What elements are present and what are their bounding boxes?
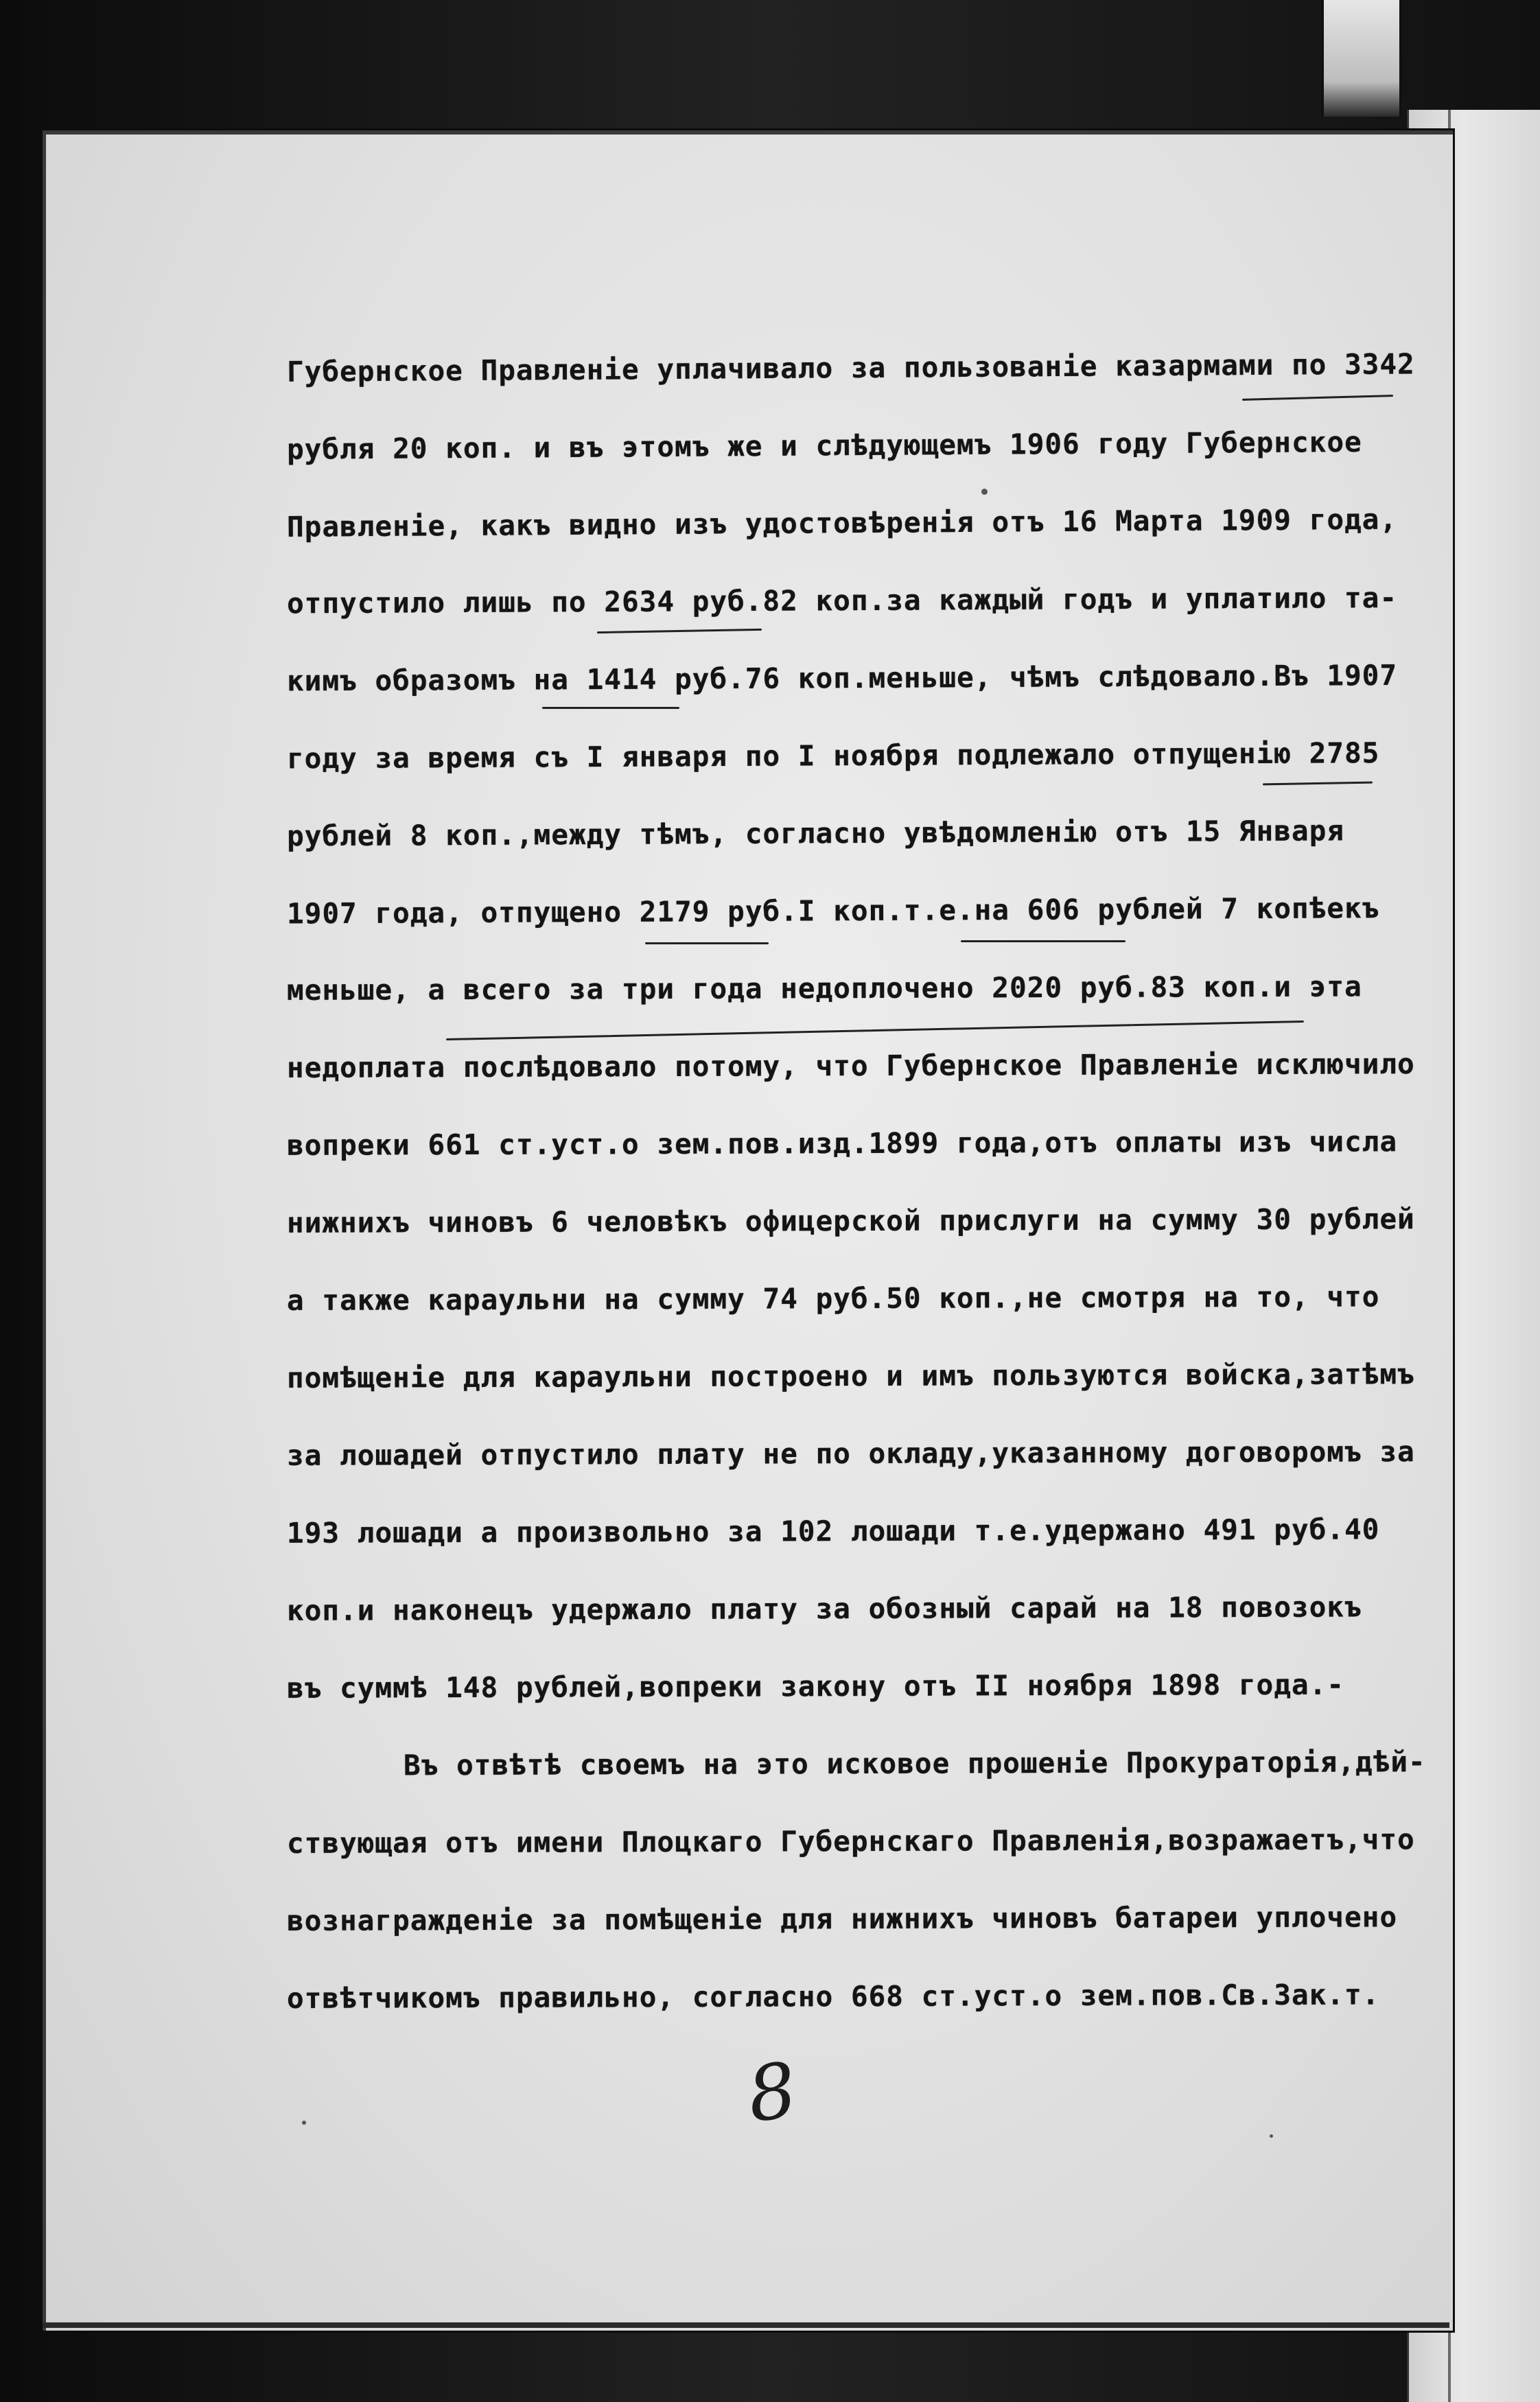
handwritten-underline — [645, 942, 769, 944]
typewritten-text — [287, 329, 1440, 2036]
handwritten-underline — [961, 940, 1125, 942]
text-line: рублей 8 коп.,между тѣмъ, согласно увѣдомленію отъ 15 Января — [286, 814, 1345, 853]
ink-speck — [981, 489, 988, 495]
ink-speck — [1270, 2134, 1273, 2138]
sheet-bottom-edge — [43, 2322, 1449, 2328]
ink-speck — [302, 2121, 306, 2125]
text-line: вознагражденіе за помѣщеніе для нижнихъ чиновъ батареи уплочено — [286, 1900, 1398, 1937]
text-line: меньше, а всего за три года недоплочено 2020 руб.83 коп.и эта — [286, 970, 1362, 1007]
text-line: за лошадей отпустило плату не по окладу,указанному договоромъ за — [286, 1435, 1415, 1472]
binder-clip — [1321, 0, 1402, 117]
text-line: году за время съ I января по I ноября подлежало отпущенію 2785 — [286, 736, 1380, 776]
handwritten-page-number: 8 — [742, 2045, 802, 2140]
text-line: Губернское Правленіе уплачивало за пользованіе казармами по 3342 — [286, 347, 1415, 388]
text-line: а также караульни на сумму 74 руб.50 коп.,не смотря на то, что — [286, 1280, 1380, 1317]
text-line: въ суммѣ 148 рублей,вопреки закону отъ II ноября 1898 года.- — [286, 1668, 1345, 1705]
text-line: вопреки 661 ст.уст.о зем.пов.изд.1899 года,отъ оплаты изъ числа — [286, 1125, 1398, 1162]
text-line: кимъ образомъ на 1414 руб.76 коп.меньше, чѣмъ слѣдовало.Въ 1907 — [286, 658, 1398, 698]
text-line: отпустило лишь по 2634 руб.82 коп.за каждый годъ и уплатило та- — [286, 581, 1398, 620]
text-line: недоплата послѣдовало потому, что Губернское Правленіе исключило — [286, 1047, 1415, 1084]
text-line: ствующая отъ имени Плоцкаго Губернскаго Правленія,возражаетъ,что — [286, 1823, 1415, 1860]
text-line: отвѣтчикомъ правильно, согласно 668 ст.уст.о зем.пов.Св.Зак.т. — [286, 1978, 1380, 2015]
text-line: 193 лошади а произвольно за 102 лошади т.е.удержано 491 руб.40 — [286, 1513, 1380, 1550]
text-line: рубля 20 коп. и въ этомъ же и слѣдующемъ 1906 году Губернское — [286, 425, 1362, 466]
handwritten-underline — [542, 707, 679, 709]
text-line: помѣщеніе для караульни построено и имъ пользуются войска,затѣмъ — [286, 1357, 1415, 1395]
text-line: Правленіе, какъ видно изъ удостовѣренія отъ 16 Марта 1909 года, — [286, 502, 1398, 544]
text-line: Въ отвѣтѣ своемъ на это исковое прошеніе Прокураторія,дѣй- — [403, 1745, 1426, 1782]
text-line: 1907 года, отпущено 2179 руб.I коп.т.е.на 606 рублей 7 копѣекъ — [286, 891, 1380, 931]
text-line: коп.и наконецъ удержало плату за обозный сарай на 18 повозокъ — [286, 1590, 1362, 1627]
text-line: нижнихъ чиновъ 6 человѣкъ офицерской прислуги на сумму 30 рублей — [286, 1202, 1415, 1239]
